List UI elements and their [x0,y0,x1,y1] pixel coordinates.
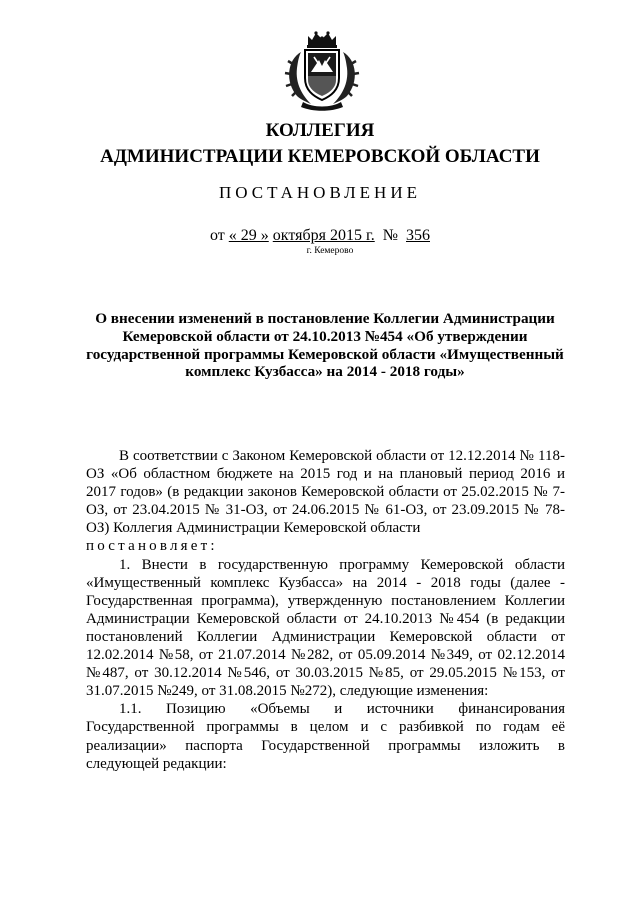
date-month-year: октября 2015 г. [272,227,375,244]
date-prefix: от [209,227,225,244]
document-subject: О внесении изменений в постановление Коллегии Администрации Кемеровской области от 24.10.2013 №454 «Об утверждении государственной программы Кемеровской области «Имущественный комплекс Кузбасса» на 2014 - 2018 годы» [86,310,564,381]
org-title-line2: АДМИНИСТРАЦИИ КЕМЕРОВСКОЙ ОБЛАСТИ [100,146,540,167]
crown-icon [307,31,337,48]
document-body [86,447,565,773]
intro-paragraph: В соответствии с Законом Кемеровской области от 12.12.2014 № 118-ОЗ «Об областном бюджете на 2015 год и на плановый период 2016 и 2017 годов» (в редакции законов Кемеровской области от 25.02.2015 № 7-ОЗ, от 23.04.2015 № 31-ОЗ, от 24.06.2015 № 61-ОЗ, от 23.09.2015 № 78-ОЗ) Коллегия Администрации Кемеровской области [86,448,565,537]
org-title-line1: КОЛЛЕГИЯ [265,120,375,141]
document-number: 356 [406,227,430,244]
document-type: ПОСТАНОВЛЕНИЕ [218,183,421,202]
item-1-paragraph: 1. Внести в государственную программу Кемеровской области «Имущественный комплекс Кузбасса» на 2014 - 2018 годы (далее - Государственная программа), утвержденную постановлением Коллегии Администрации Кемеровской области от 24.10.2013 №454 (в редакции постановлений Коллегии Администрации Кемеровской области от 12.02.2014 №58, от 21.07.2014 №282, от 05.09.2014 №349, от 02.12.2014 №487, от 30.12.2014 №546, от 30.03.2015 №85, от 29.05.2015 №153, от 31.07.2015 №249, от 31.08.2015 №272), следующие изменения: [86,556,565,700]
date-day: « 29 » [228,227,269,244]
date-line [0,227,640,245]
decides-word: постановляет: [86,538,218,555]
number-sign: № [382,227,398,244]
coat-of-arms-icon [281,30,363,114]
item-1-1-paragraph: 1.1. Позицию «Объемы и источники финансирования Государственной программы в целом и с разбивкой по годам её реализации» паспорта Государственной программы изложить в следующей редакции: [86,701,565,772]
city-label: г. Кемерово [306,246,354,256]
